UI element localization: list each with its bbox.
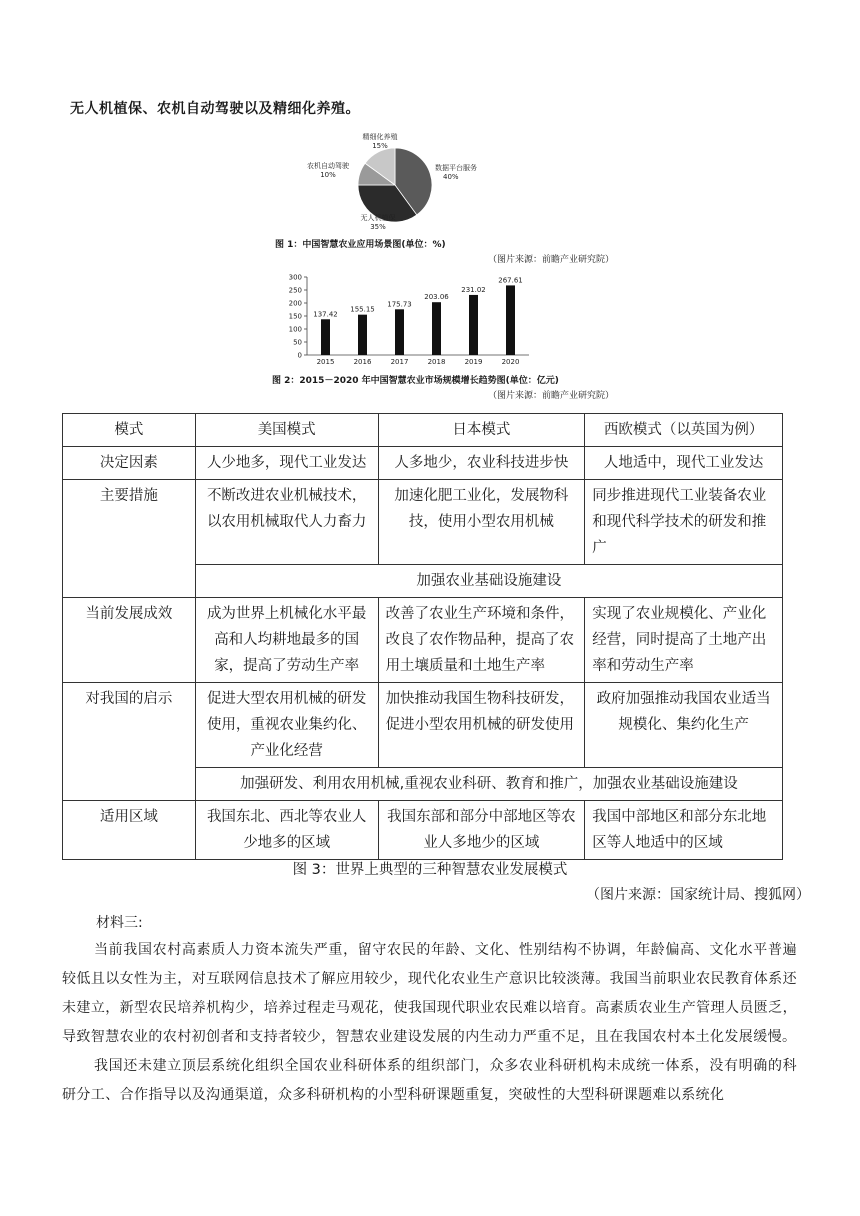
table-cell: 成为世界上机械化水平最高和人均耕地最多的国家，提高了劳动生产率 (195, 598, 378, 683)
bar (469, 295, 478, 355)
bar-value-label: 175.73 (387, 300, 412, 309)
table-cell: 同步推进现代工业装备农业和现代科学技术的研发和推广 (585, 480, 783, 565)
bar-value-label: 155.15 (350, 305, 375, 314)
row-label: 适用区域 (63, 801, 196, 860)
bar (506, 285, 515, 355)
y-tick-label: 200 (288, 299, 302, 308)
table-header-row (63, 414, 783, 447)
paragraph: 我国还未建立顶层系统化组织全国农业科研体系的组织部门，众多农业科研机构未成统一体系，没有明确的科研分工、合作指导以及沟通渠道，众多科研机构的小型科研课题重复，突破性的大型科研课题难以系统化 (62, 1058, 797, 1103)
y-tick-label: 100 (288, 325, 302, 334)
fig3-caption: 图 3：世界上典型的三种智慧农业发展模式 (292, 862, 568, 878)
pie-category-label: 无人机植保 (360, 214, 396, 222)
bar-value-label: 137.42 (313, 310, 338, 319)
fig2-caption: 图 2：2015－2020 年中国智慧农业市场规模增长趋势图(单位：亿元) (272, 376, 559, 386)
table-row (63, 598, 783, 683)
y-tick-label: 150 (288, 312, 302, 321)
row-label: 主要措施 (63, 480, 196, 598)
pie-value-label: 15% (372, 142, 388, 150)
table-common-cell: 加强农业基础设施建设 (195, 565, 782, 598)
bar (395, 309, 404, 355)
y-tick-label: 250 (288, 286, 302, 295)
pie-value-label: 10% (320, 171, 336, 179)
table-cell: 促进大型农用机械的研发使用，重视农业集约化、产业化经营 (195, 683, 378, 768)
table-cell: 我国东北、西北等农业人少地多的区域 (195, 801, 378, 860)
table-row (63, 480, 783, 565)
x-tick-label: 2019 (464, 358, 483, 366)
table-header: 西欧模式（以英国为例） (585, 414, 783, 447)
fig3-source: （图片来源：国家统计局、搜狐网） (586, 887, 810, 903)
x-tick-label: 2020 (501, 358, 520, 366)
table-cell: 人多地少，农业科技进步快 (378, 447, 585, 480)
paragraph: 当前我国农村高素质人力资本流失严重，留守农民的年龄、文化、性别结构不协调，年龄偏高、文化水平普遍较低且以女性为主，对互联网信息技术了解应用较少，现代化农业生产意识比较淡薄。我国当前职业农民教育体系还未建立，新型农民培养机构少，培养过程走马观花，使我国现代职业农民难以培育。高素质农业生产管理人员匮乏，导致智慧农业的农村初创者和支持者较少，智慧农业建设发展的内生动力严重不足，且在我国农村本土化发展缓慢。 (62, 942, 797, 1045)
table-cell: 加快推动我国生物科技研发，促进小型农用机械的研发使用 (378, 683, 585, 768)
bar-value-label: 231.02 (461, 285, 486, 294)
table-cell: 不断改进农业机械技术，以农用机械取代人力畜力 (195, 480, 378, 565)
intro-line: 无人机植保、农机自动驾驶以及精细化养殖。 (70, 101, 360, 117)
table-cell: 实现了农业规模化、产业化经营，同时提高了土地产出率和劳动生产率 (585, 598, 783, 683)
x-tick-label: 2015 (316, 358, 335, 366)
bar-value-label: 203.06 (424, 293, 449, 302)
x-tick-label: 2017 (390, 358, 409, 366)
table-cell: 人地适中，现代工业发达 (585, 447, 783, 480)
bar-chart (275, 268, 535, 371)
table-cell: 我国东部和部分中部地区等农业人多地少的区域 (378, 801, 585, 860)
modes-table (62, 413, 783, 860)
table-common-cell: 加强研发、利用农用机械,重视农业科研、教育和推广，加强农业基础设施建设 (195, 768, 782, 801)
pie-value-label: 35% (370, 223, 386, 231)
table-header: 日本模式 (378, 414, 585, 447)
x-tick-label: 2018 (427, 358, 446, 366)
pie-category-label: 数据平台服务 (435, 164, 477, 172)
table-header: 模式 (63, 414, 196, 447)
pie-category-label: 农机自动驾驶 (307, 162, 349, 170)
y-tick-label: 300 (288, 273, 302, 282)
y-tick-label: 50 (293, 338, 302, 347)
table-row (63, 683, 783, 768)
table-row (63, 447, 783, 480)
row-label: 对我国的启示 (63, 683, 196, 801)
bar (432, 302, 441, 355)
x-tick-label: 2016 (353, 358, 372, 366)
table-cell: 改善了农业生产环境和条件，改良了农作物品种，提高了农用土壤质量和土地生产率 (378, 598, 585, 683)
pie-value-label: 40% (443, 173, 459, 181)
table-cell: 加速化肥工业化，发展物科技，使用小型农用机械 (378, 480, 585, 565)
table-cell: 政府加强推动我国农业适当规模化、集约化生产 (585, 683, 783, 768)
fig1-caption: 图 1：中国智慧农业应用场景图(单位：%) (275, 240, 446, 250)
fig2-source: （图片来源：前瞻产业研究院） (488, 391, 615, 401)
pie-category-label: 精细化养殖 (362, 133, 398, 141)
row-label: 当前发展成效 (63, 598, 196, 683)
row-label: 决定因素 (63, 447, 196, 480)
material-label: 材料三: (96, 915, 143, 931)
bar (358, 315, 367, 355)
bar (321, 319, 330, 355)
fig1-source: （图片来源：前瞻产业研究院） (488, 255, 615, 265)
table-row (63, 801, 783, 860)
table-cell: 人少地多，现代工业发达 (195, 447, 378, 480)
table-header: 美国模式 (195, 414, 378, 447)
y-tick-label: 0 (297, 351, 302, 360)
bar-value-label: 267.61 (498, 276, 523, 285)
table-cell: 我国中部地区和部分东北地区等人地适中的区域 (585, 801, 783, 860)
